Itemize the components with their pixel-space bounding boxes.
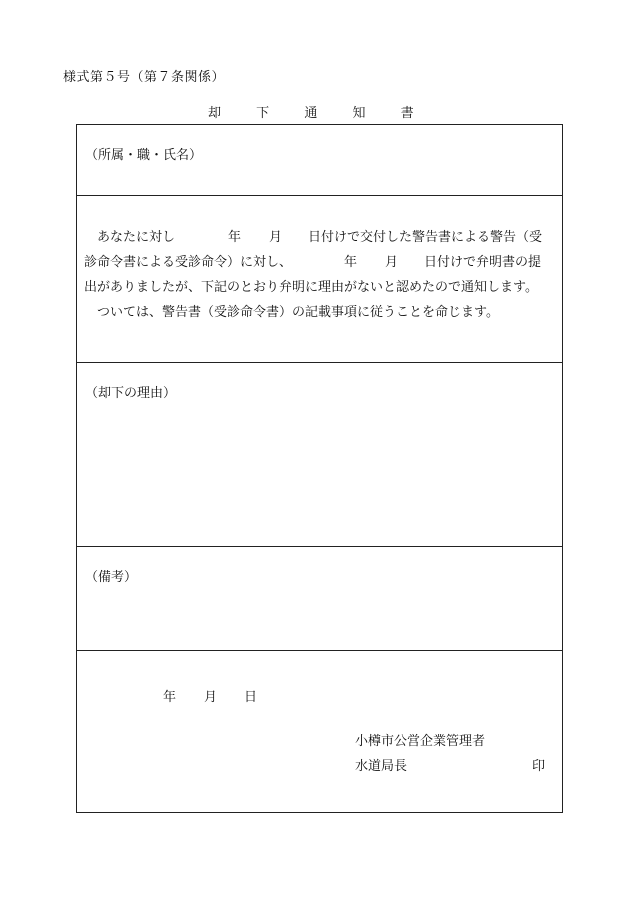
document-title-char: 通 xyxy=(304,106,318,121)
form-table xyxy=(76,124,563,813)
recipient-section xyxy=(77,125,562,196)
issuer-section xyxy=(77,651,562,814)
recipient-label: （所属・職・氏名） xyxy=(85,148,203,163)
notice-line-2-start: 診命令書による受診命令）に対し、 xyxy=(84,255,293,270)
notice-month-label: 月 xyxy=(385,255,399,270)
document-title-char: 下 xyxy=(256,106,270,121)
notice-line-1-end: 日付けで交付した警告書による警告（受 xyxy=(308,230,543,245)
document-title-char: 却 xyxy=(208,106,222,121)
notice-line-1 xyxy=(84,225,560,250)
issue-date xyxy=(163,686,257,705)
issuer-title: 水道局長 xyxy=(355,759,408,774)
notice-line-4: ついては、警告書（受診命令書）の記載事項に従うことを命じます。 xyxy=(84,305,499,320)
notice-section xyxy=(77,196,562,363)
reason-label: （却下の理由） xyxy=(85,386,177,401)
issue-date-day: 日 xyxy=(244,690,258,705)
document-title-char: 知 xyxy=(352,106,366,121)
notice-month-label: 月 xyxy=(269,230,283,245)
remarks-section xyxy=(77,547,562,651)
reason-section xyxy=(77,363,562,547)
form-number: 様式第５号（第７条関係） xyxy=(63,70,226,85)
seal-mark: 印 xyxy=(532,759,546,774)
notice-year-label: 年 xyxy=(344,255,358,270)
notice-year-label: 年 xyxy=(228,230,242,245)
issue-date-month: 月 xyxy=(204,690,218,705)
notice-line-2 xyxy=(84,250,560,275)
remarks-label: （備考） xyxy=(85,570,138,585)
issue-date-year: 年 xyxy=(163,690,177,705)
notice-body xyxy=(84,225,560,325)
document-title xyxy=(208,102,414,121)
document-title-char: 書 xyxy=(400,106,414,121)
issuer-organization: 小樽市公営企業管理者 xyxy=(355,734,486,749)
notice-line-1-start: あなたに対し xyxy=(84,230,176,245)
notice-line-2-end: 日付けで弁明書の提 xyxy=(424,255,542,270)
notice-line-3: 出がありましたが、下記のとおり弁明に理由がないと認めたので通知します。 xyxy=(84,280,538,295)
